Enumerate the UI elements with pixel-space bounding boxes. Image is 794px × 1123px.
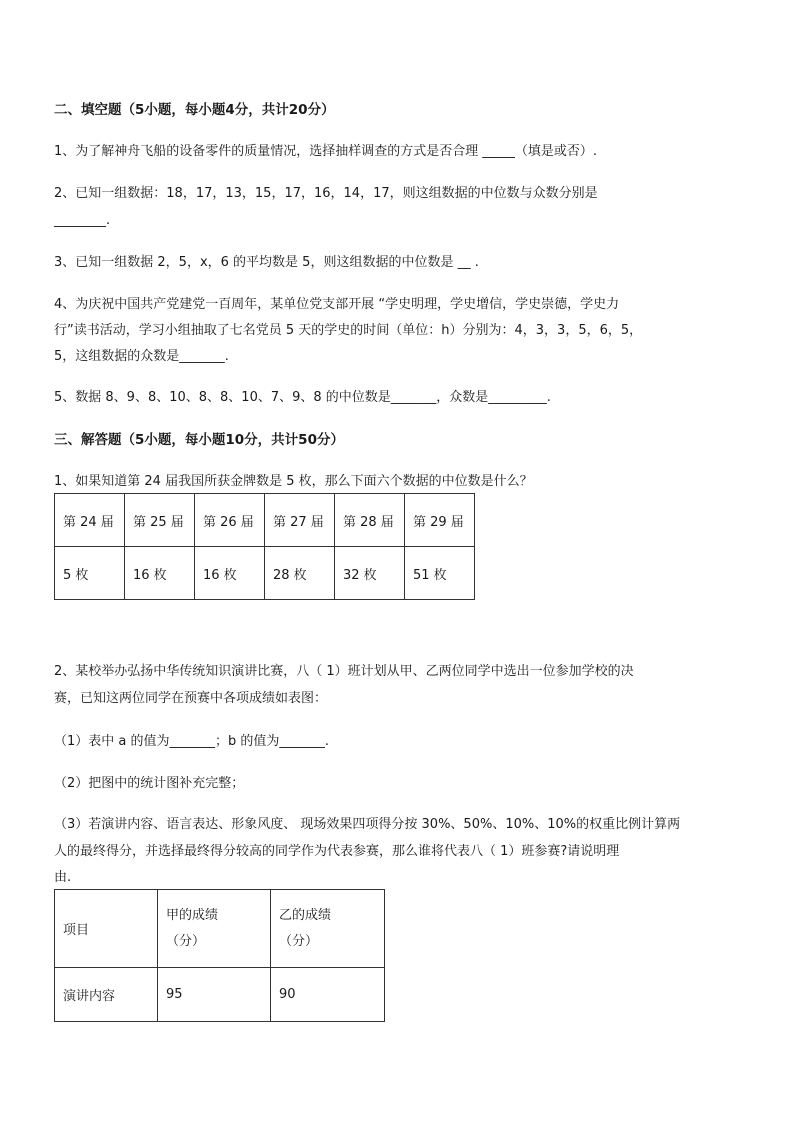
yi-score-header: 乙的成绩（分） [279,907,332,949]
answer-question-2-line-1: 2、某校举办弘扬中华传统知识演讲比赛，八（ 1）班计划从甲、乙两位同学中选出一位参加学校的决 [54,664,634,679]
answer-question-2-part-1: （1）表中 a 的值为_______；b 的值为_______. [54,734,330,749]
table-header-cell: 第 29 届 [405,494,475,547]
fill-question-1: 1、为了解神舟飞船的设备零件的质量情况，选择抽样调查的方式是否合理 _____（填是或否）. [54,144,598,159]
answer-question-2-line-2: 赛，已知这两位同学在预赛中各项成绩如表图： [54,691,328,706]
fill-question-3: 3、已知一组数据 2，5，x，6 的平均数是 5，则这组数据的中位数是 __ . [54,255,479,270]
table-cell: 演讲内容 [55,968,158,1022]
table-cell: 51 枚 [405,547,475,600]
table-header-cell [158,890,271,968]
table-header-cell: 第 26 届 [195,494,265,547]
answer-question-2-part-2: （2）把图中的统计图补充完整； [54,776,245,791]
answer-question-2-part-3-line-1: （3）若演讲内容、语言表达、形象风度、 现场效果四项得分按 30%、50%、10%、10%的权重比例计算两 [54,817,681,832]
table-header-cell: 第 24 届 [55,494,125,547]
table-cell: 16 枚 [195,547,265,600]
table-cell: 5 枚 [55,547,125,600]
section-fill-blank-heading: 二、填空题（5小题，每小题4分，共计20分） [54,102,335,118]
fill-question-4-line-1: 4、为庆祝中国共产党建党一百周年，某单位党支部开展 “学史明理，学史增信，学史崇德，学史力 [54,297,620,312]
table-header-cell: 项目 [55,890,158,968]
jia-score-header: 甲的成绩（分） [166,907,219,949]
table-row [55,890,385,968]
score-table [54,889,385,1022]
table-header-cell: 第 28 届 [335,494,405,547]
answer-question-2-part-3-line-3: 由. [54,870,72,885]
fill-question-5: 5、数据 8、9、8、10、8、8、10、7、9、8 的中位数是_______，众数是_________. [54,390,551,405]
table-row [55,547,475,600]
answer-question-1: 1、如果知道第 24 届我国所获金牌数是 5 枚，那么下面六个数据的中位数是什么？ [54,474,533,489]
table-cell: 95 [158,968,271,1022]
table-cell: 90 [271,968,385,1022]
fill-question-4-line-2: 行”读书活动，学习小组抽取了七名党员 5 天的学史的时间（单位：h）分别为：4，3，3，5，6，5， [54,323,643,338]
table-header-cell: 第 25 届 [125,494,195,547]
answer-question-2-part-3-line-2: 人的最终得分，并选择最终得分较高的同学作为代表参赛，那么谁将代表八（ 1）班参赛?请说明理 [54,844,620,859]
gold-medal-table [54,493,475,600]
fill-question-2-line-2: ________. [54,213,111,228]
table-row [55,968,385,1022]
table-header-cell [271,890,385,968]
fill-question-2-line-1: 2、已知一组数据：18，17，13，15，17，16，14，17，则这组数据的中位数与众数分别是 [54,186,598,201]
table-row [55,494,475,547]
fill-question-4-line-3: 5，这组数据的众数是_______. [54,349,229,364]
table-cell: 28 枚 [265,547,335,600]
table-header-cell: 第 27 届 [265,494,335,547]
section-answer-heading: 三、解答题（5小题，每小题10分，共计50分） [54,432,344,448]
table-cell: 16 枚 [125,547,195,600]
table-cell: 32 枚 [335,547,405,600]
